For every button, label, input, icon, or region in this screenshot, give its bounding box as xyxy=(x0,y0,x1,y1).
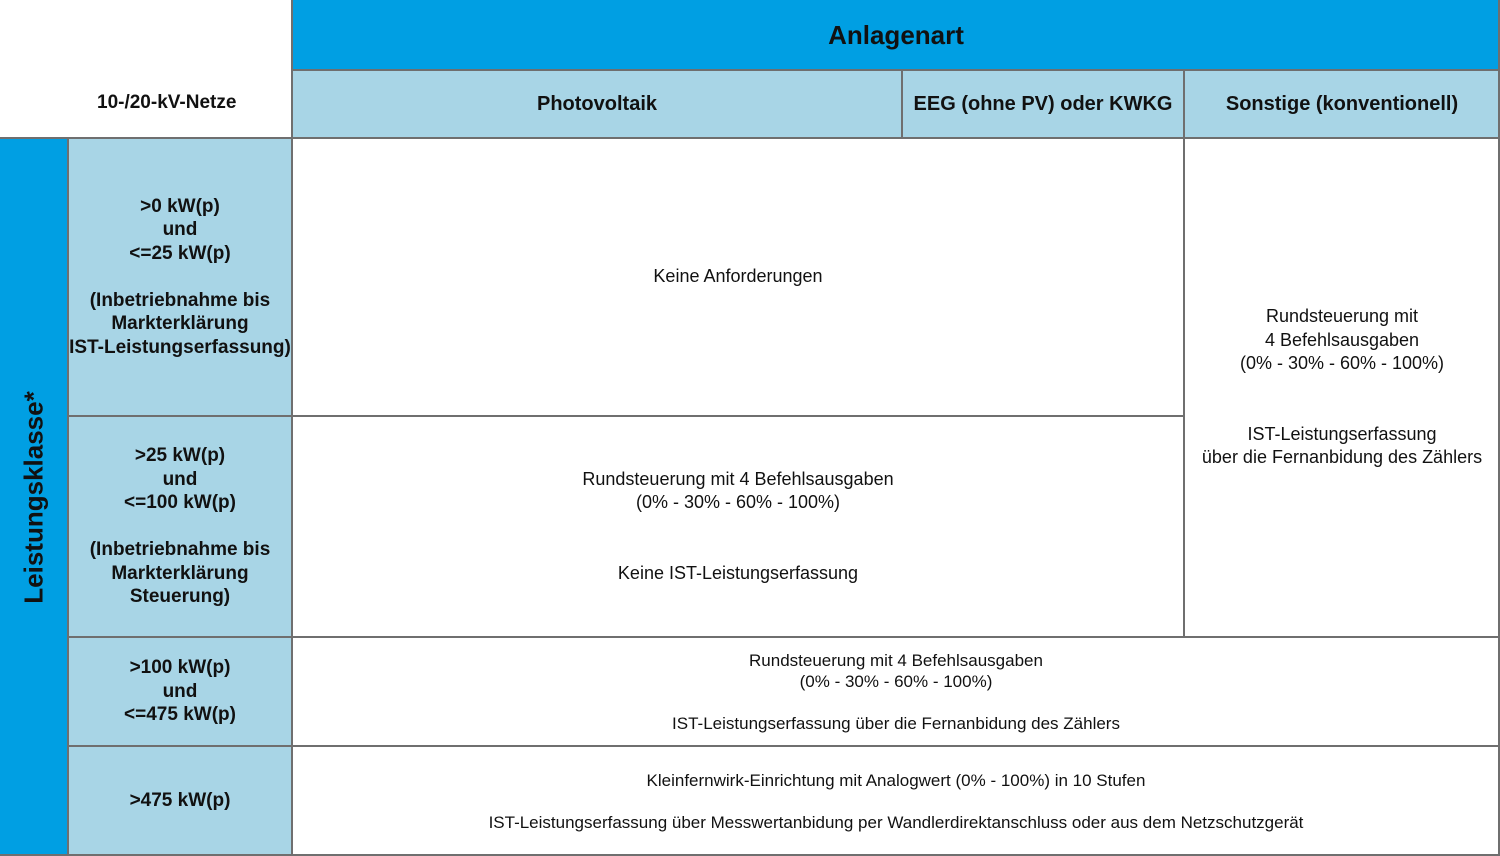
grid-line xyxy=(901,70,903,138)
power-class-row-3 xyxy=(68,637,292,746)
cell-row3-all xyxy=(292,637,1500,746)
grid-line xyxy=(291,0,293,856)
cell-rows12-sonstige xyxy=(1184,138,1500,637)
column-header-photovoltaik xyxy=(292,70,902,138)
cell-row4-all xyxy=(292,746,1500,856)
table-header-title xyxy=(292,0,1500,70)
power-class-row-1 xyxy=(68,138,292,416)
cell-row2-pv-eeg xyxy=(292,416,1184,637)
corner-label-cell xyxy=(0,0,292,138)
plant-type-title: Anlagenart xyxy=(828,19,964,50)
requirement-text: Rundsteuerung mit 4 Befehlsausgaben (0% - 30% - 60% - 100%) IST-Leistungserfassung über die Fernanbidung des Zählers xyxy=(672,650,1120,733)
requirement-text: Rundsteuerung mit 4 Befehlsausgaben (0% - 30% - 60% - 100%) Keine IST-Leistungserfassung xyxy=(582,468,894,583)
requirement-text: Keine Anforderungen xyxy=(653,266,823,287)
grid-line xyxy=(68,745,1500,747)
grid-line xyxy=(292,69,1500,71)
requirement-text: Kleinfernwirk-Einrichtung mit Analogwert (0% - 100%) in 10 Stufen IST-Leistungserfassung über Messwertanbidung per Wandlerdirektanschluss oder aus dem Netzschutzgerät xyxy=(488,770,1304,832)
column-header-sonstige xyxy=(1184,70,1500,138)
network-level-label: 10-/20-kV-Netze xyxy=(97,92,237,113)
grid-line xyxy=(67,138,69,856)
power-class-label: >25 kW(p) und <=100 kW(p) (Inbetriebnahme bis Markterklärung Steuerung) xyxy=(89,445,271,608)
power-class-label: >100 kW(p) und <=475 kW(p) xyxy=(124,657,236,726)
row-axis-label-wrap xyxy=(0,138,68,856)
power-class-label: >0 kW(p) und <=25 kW(p) (Inbetriebnahme bis Markterklärung IST-Leistungserfassung) xyxy=(69,195,291,358)
requirement-text: Rundsteuerung mit 4 Befehlsausgaben (0% - 30% - 60% - 100%) IST-Leistungserfassung über die Fernanbidung des Zählers xyxy=(1201,306,1483,468)
column-header-label: Photovoltaik xyxy=(536,92,657,115)
power-class-row-2 xyxy=(68,416,292,637)
power-class-axis-label: Leistungsklasse* xyxy=(18,390,49,604)
power-class-row-4 xyxy=(68,746,292,856)
grid-line xyxy=(0,137,1500,139)
grid-line xyxy=(68,415,1184,417)
column-header-eeg xyxy=(902,70,1184,138)
cell-row1-pv-eeg xyxy=(292,138,1184,416)
column-header-label: EEG (ohne PV) oder KWKG xyxy=(913,92,1173,115)
power-class-label: >475 kW(p) xyxy=(129,790,231,812)
column-header-label: Sonstige (konventionell) xyxy=(1225,92,1459,115)
grid-line xyxy=(1183,70,1185,637)
grid-line xyxy=(68,636,1500,638)
